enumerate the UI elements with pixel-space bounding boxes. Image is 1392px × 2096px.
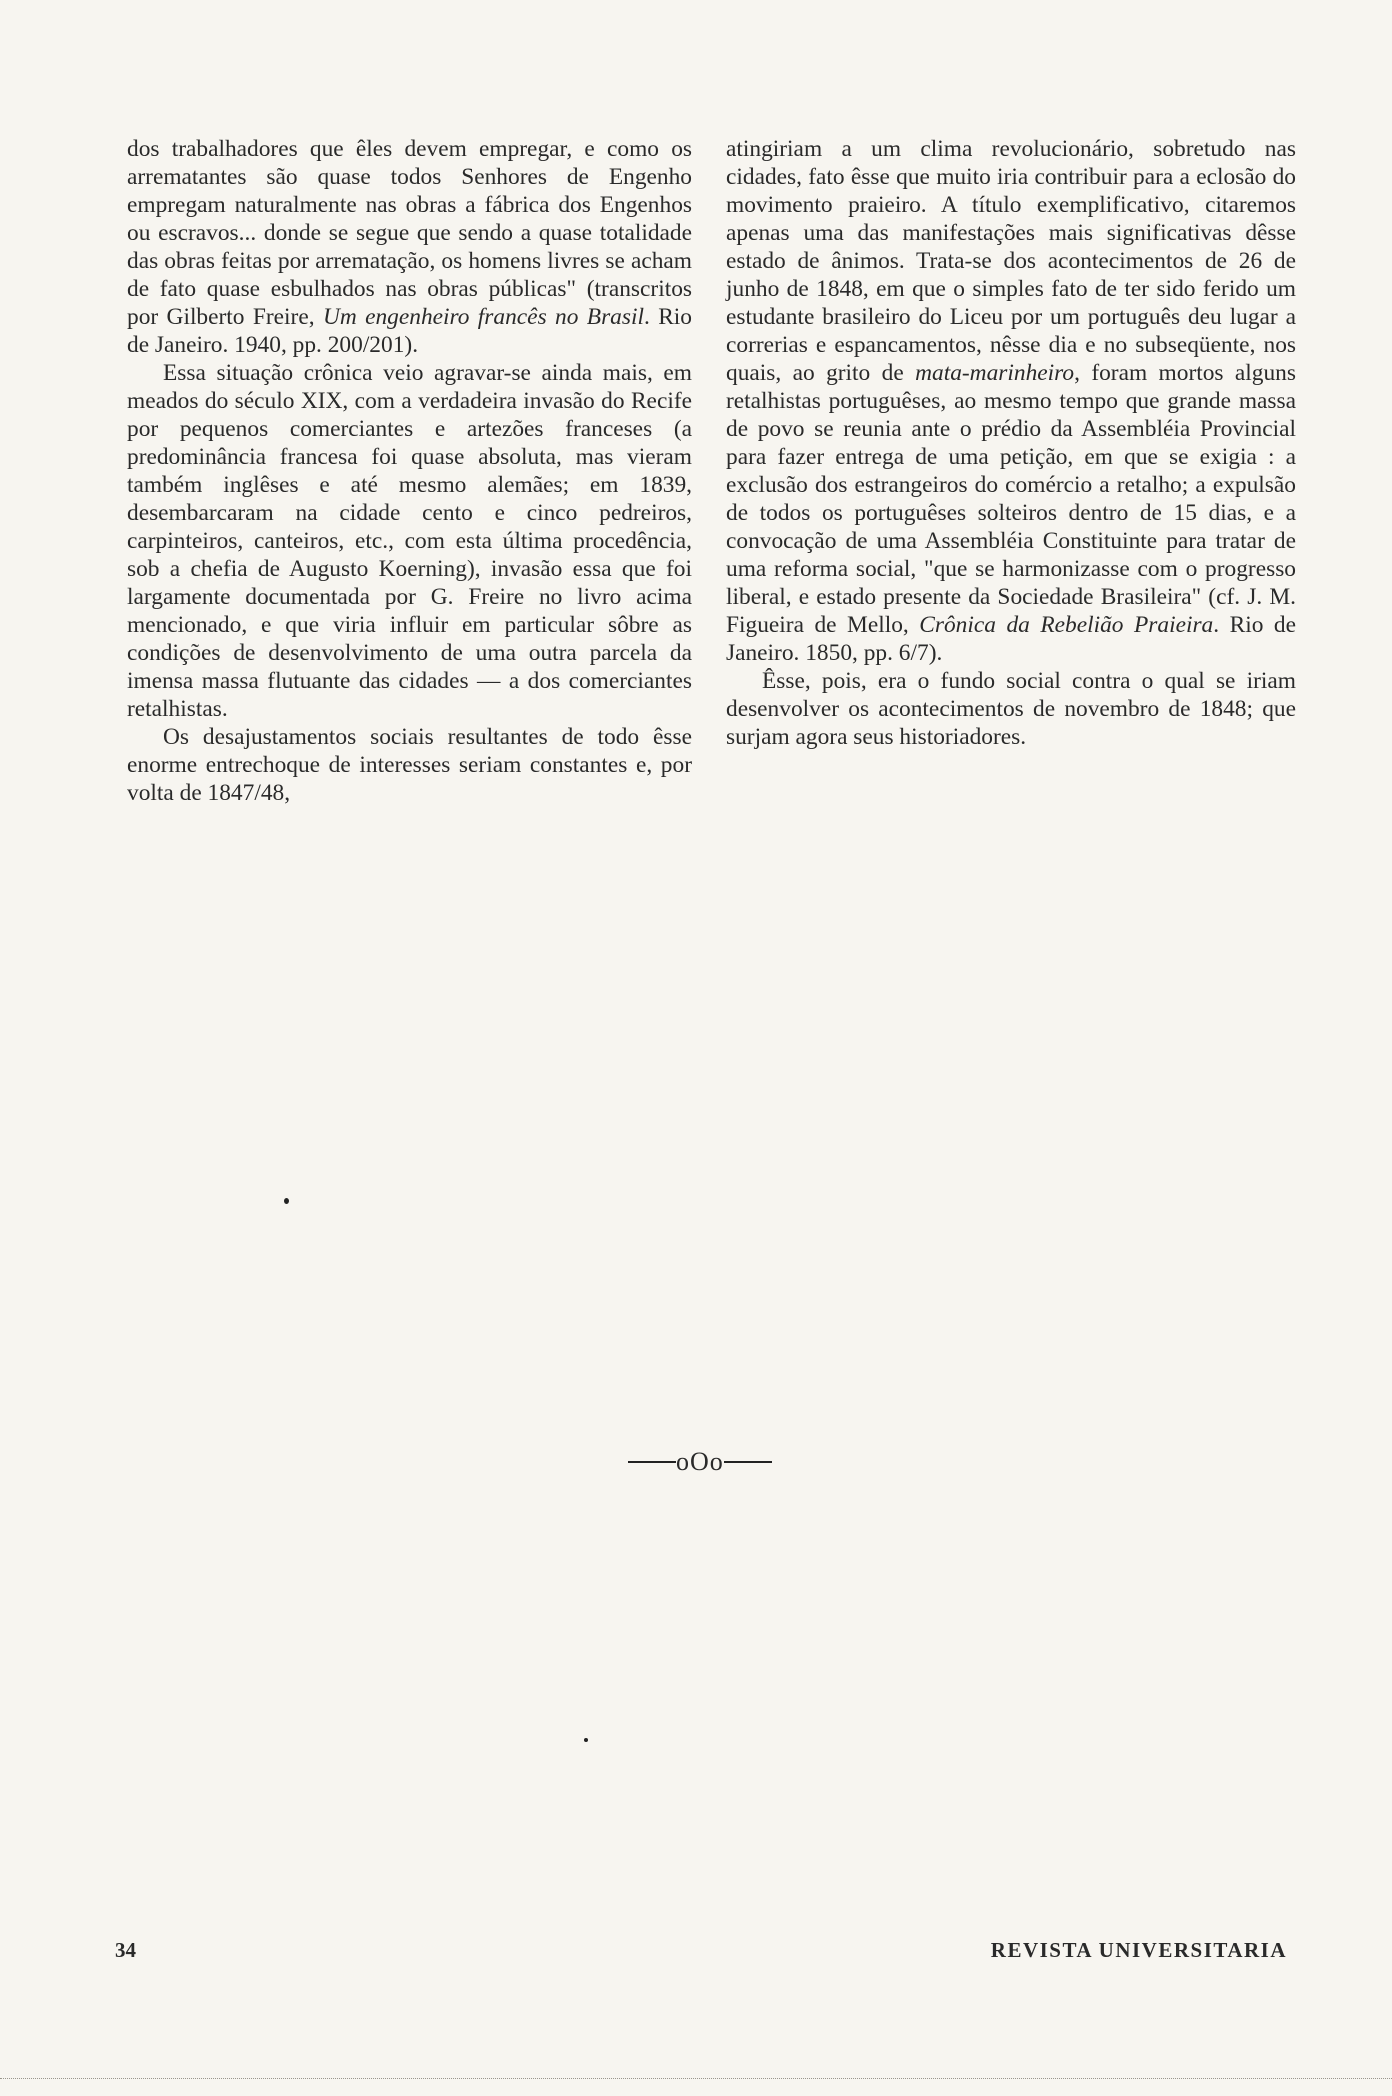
bottom-edge-rule <box>0 2078 1392 2079</box>
right-column <box>726 135 1296 751</box>
citation-title-italic: Crônica da Rebelião Praieira <box>919 612 1214 638</box>
left-p1-end-text: . Rio de Janeiro. 1940, pp. 200/201). <box>127 304 692 358</box>
slogan-italic: mata-marinheiro <box>915 360 1075 386</box>
journal-title: REVISTA UNIVERSITARIA <box>990 1938 1287 1962</box>
ornament-line-left <box>628 1461 676 1463</box>
right-p1-text-a: atingiriam a um clima revolucionário, sobretudo nas cidades, fato êsse que muito iria contribuir para a eclosão do movimento praieiro. A título exemplificativo, citaremos apenas uma das manifestações mais significativas dêsse estado de ânimos. Trata-se dos acontecimentos de 26 de junho de 1848, em que o simples fato de ter sido ferido um estudante brasileiro do Liceu por um português deu lugar a correrias e espancamentos, nêsse dia e no subseqüente, nos quais, ao grito de <box>726 136 1296 386</box>
section-end-ornament <box>628 1445 772 1477</box>
left-column <box>127 135 692 807</box>
left-paragraph-1 <box>127 135 692 359</box>
right-p1-text-b: , foram mortos alguns retalhistas portuguêses, ao mesmo tempo que grande massa de povo se reunia ante o prédio da Assembléia Provincial para fazer entrega de uma petição, em que se exigia : a exclusão dos estrangeiros do comércio a retalho; a expulsão de todos os portuguêses solteiros dentro de 15 dias, e a convocação de uma Assembléia Constituinte para tratar de uma reforma social, "que se harmonizasse com o progresso liberal, e estado presente da Sociedade Brasileira" (cf. J. M. Figueira de Mello, <box>726 360 1296 638</box>
left-p1-text: dos trabalhadores que êles devem empregar, e como os arrematantes são quase todos Senhores de Engenho empregam naturalmente nas obras a fábrica dos Engenhos ou escravos... donde se segue que sendo a quase totalidade das obras feitas por arrematação, os homens livres se acham de fato quase esbulhados nas obras públicas" (transcritos por Gilberto Freire, <box>127 136 692 330</box>
left-paragraph-3: Os desajustamentos sociais resultantes de todo êsse enorme entrechoque de interesses seriam constantes e, por volta de 1847/48, <box>127 724 692 806</box>
ornament-mark: oOo <box>676 1447 724 1477</box>
right-paragraph-1 <box>726 135 1296 667</box>
right-paragraph-2: Êsse, pois, era o fundo social contra o qual se iriam desenvolver os acontecimentos de novembro de 1848; que surjam agora seus historiadores. <box>726 668 1296 750</box>
ornament-line-right <box>724 1461 772 1463</box>
print-speck <box>284 1198 289 1204</box>
left-paragraph-2: Essa situação crônica veio agravar-se ainda mais, em meados do século XIX, com a verdadeira invasão do Recife por pequenos comerciantes e artezões franceses (a predominância francesa foi quase absoluta, mas vieram também inglêses e até mesmo alemães; em 1839, desembarcaram na cidade cento e cinco pedreiros, carpinteiros, canteiros, etc., com esta última procedência, sob a chefia de Augusto Koerning), invasão essa que foi largamente documentada por G. Freire no livro acima mencionado, e que viria influir em particular sôbre as condições de desenvolvimento de uma outra parcela da imensa massa flutuante das cidades — a dos comerciantes retalhistas. <box>127 360 692 722</box>
print-speck <box>584 1738 588 1742</box>
right-p1-text-c: . Rio de Janeiro. 1850, pp. 6/7). <box>726 612 1296 666</box>
book-title-italic: Um engenheiro francês no Brasil <box>322 304 644 330</box>
page-number: 34 <box>115 1938 136 1962</box>
